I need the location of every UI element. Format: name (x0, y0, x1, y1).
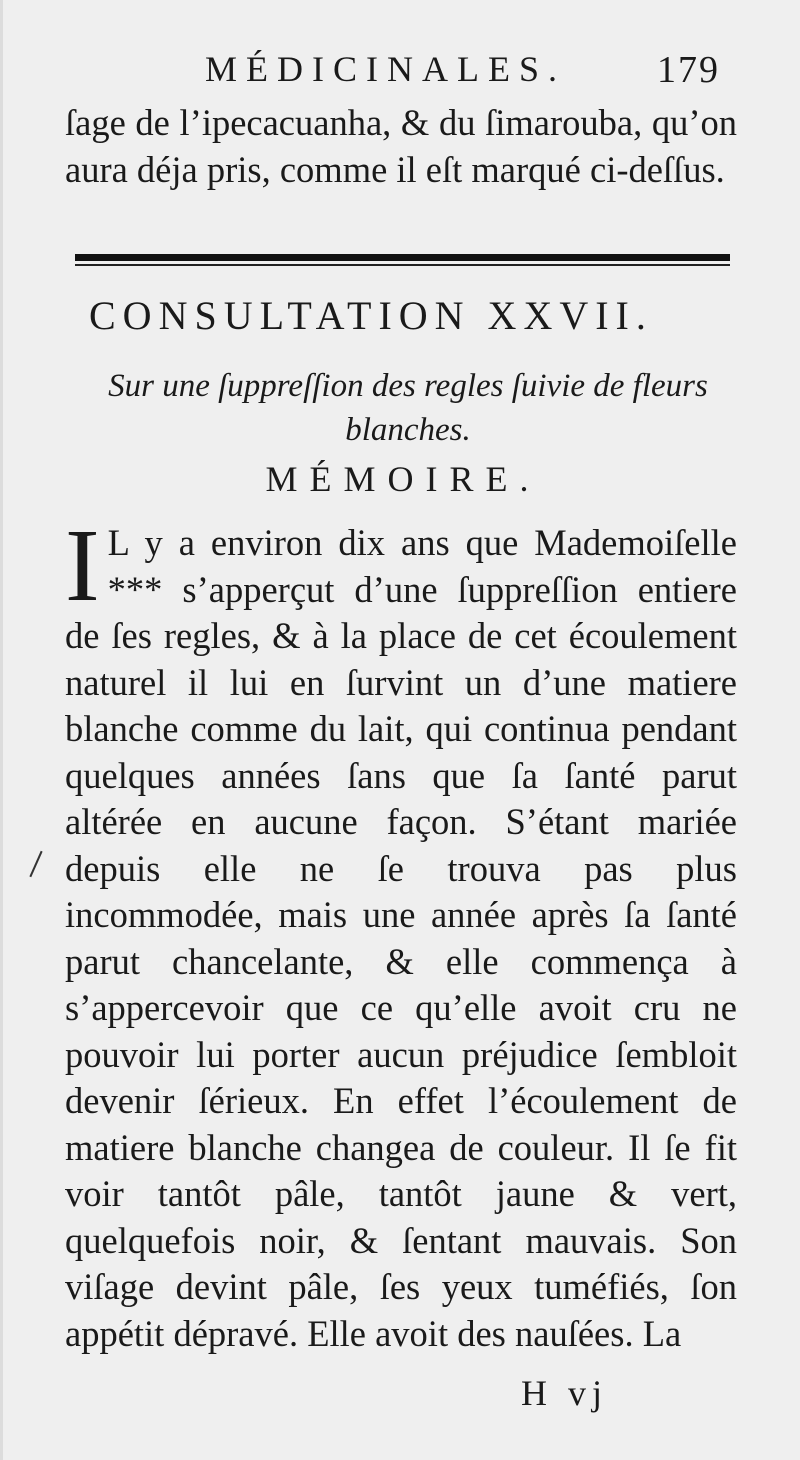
memoire-heading: MÉMOIRE. (265, 459, 541, 499)
carry-over-paragraph: ſage de l’ipecacuanha, & du ſimarouba, qu’on aura déja pris, comme il eſt marqué ci-deſſus. (65, 102, 737, 190)
page-header (3, 48, 800, 98)
drop-cap: I (65, 508, 100, 623)
margin-mark (29, 851, 42, 877)
running-head: MÉDICINALES. (205, 49, 566, 89)
page-number: 179 (657, 49, 720, 91)
section-divider (75, 254, 730, 266)
divider-thin-line (75, 264, 730, 266)
consultation-title: CONSULTATION XXVII. (89, 293, 653, 338)
catchword: H vj (521, 1373, 608, 1413)
main-paragraph (65, 508, 737, 1357)
consultation-subtitle: Sur une ſuppreſſion des regles ſuivie de fleurs blanches. (108, 368, 708, 448)
divider-thick-line (75, 254, 730, 261)
main-paragraph-text: L y a environ dix ans que Mademoiſelle *** s’apperçut d’une ſuppreſſion entiere de ſes regles, & à la place de cet écoulement naturel il lui en ſurvint un d’une matiere blanche comme du lait, qui continua pendant quelques années ſans que ſa ſanté parut altérée en aucune façon. S’étant mariée depuis elle ne ſe trouva pas plus incommodée, mais une année après ſa ſanté parut chancelante, & elle commença à s’appercevoir que ce qu’elle avoit cru ne pouvoir lui porter aucun préjudice ſembloit devenir ſérieux. En effet l’écoulement de matiere blanche changea de couleur. Il ſe fit voir tantôt pâle, tantôt jaune & vert, quelquefois noir, & ſentant mauvais. Son viſage devint pâle, ſes yeux tuméfiés, ſon appétit dépravé. Elle avoit des nauſées. La (65, 522, 737, 1354)
